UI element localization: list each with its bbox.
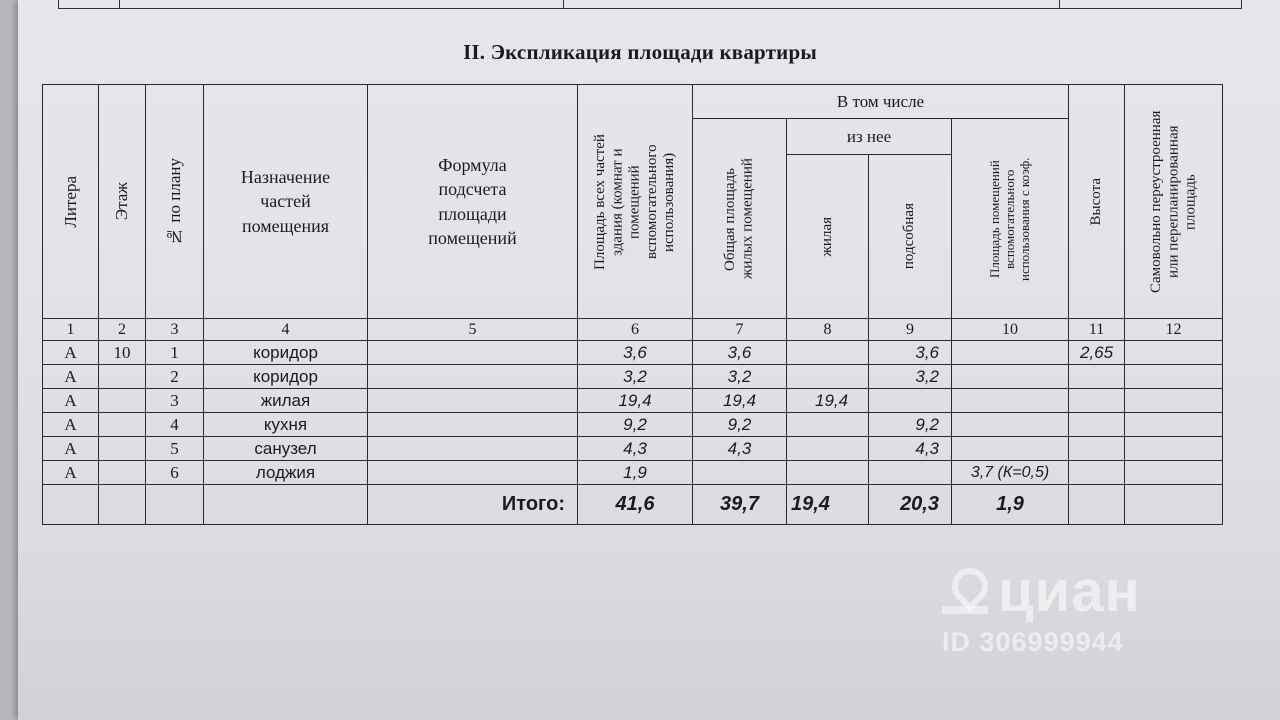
cell-auxiliary: 9,2: [869, 413, 952, 437]
col-number: 1: [43, 319, 99, 341]
cell-plan-number: 3: [146, 389, 204, 413]
cell-formula: [368, 365, 578, 389]
col-number: 7: [693, 319, 787, 341]
cell-living: [787, 365, 869, 389]
cell-living: [787, 413, 869, 437]
header-floor: Этаж: [99, 85, 146, 319]
cell-living: [787, 341, 869, 365]
header-litera: Литера: [43, 85, 99, 319]
watermark-id: ID 306999944: [942, 627, 1124, 657]
cell-height: 2,65: [1069, 341, 1125, 365]
cell-plan-number: 5: [146, 437, 204, 461]
cell-formula: [368, 437, 578, 461]
cell-height: [1069, 437, 1125, 461]
total-living-total: 39,7: [693, 485, 787, 525]
cell-living-total: [693, 461, 787, 485]
cell-empty: [1125, 485, 1223, 525]
cell-empty: [99, 485, 146, 525]
header-living-total: Общая площадь жилых помещений: [693, 119, 787, 319]
total-living: 19,4: [787, 485, 869, 525]
cell-plan-number: 2: [146, 365, 204, 389]
cell-aux-coef: [952, 365, 1069, 389]
cell-floor: [99, 365, 146, 389]
cell-living-total: 3,6: [693, 341, 787, 365]
cell-area: 3,6: [578, 341, 693, 365]
cell-room-name: кухня: [204, 413, 368, 437]
cell-aux-coef: 3,7 (К=0,5): [952, 461, 1069, 485]
total-area: 41,6: [578, 485, 693, 525]
cell-formula: [368, 413, 578, 437]
cell-floor: 10: [99, 341, 146, 365]
col-number: 5: [368, 319, 578, 341]
cell-litera: А: [43, 413, 99, 437]
header-living: жилая: [787, 155, 869, 319]
cell-living: [787, 437, 869, 461]
cell-litera: А: [43, 461, 99, 485]
cell-unauthorized: [1125, 437, 1223, 461]
cell-litera: А: [43, 437, 99, 461]
col-number: 8: [787, 319, 869, 341]
cell-plan-number: 1: [146, 341, 204, 365]
cell-living-total: 3,2: [693, 365, 787, 389]
cell-aux-coef: [952, 413, 1069, 437]
header-auxiliary: подсобная: [869, 155, 952, 319]
cell-height: [1069, 389, 1125, 413]
cell-room-name: коридор: [204, 341, 368, 365]
cell-unauthorized: [1125, 413, 1223, 437]
cell-area: 9,2: [578, 413, 693, 437]
cell-unauthorized: [1125, 341, 1223, 365]
watermark: [940, 558, 1200, 668]
cell-empty: [43, 485, 99, 525]
header-of-it: из нее: [787, 119, 952, 155]
total-aux-coef: 1,9: [952, 485, 1069, 525]
cell-living-total: 4,3: [693, 437, 787, 461]
col-number: 12: [1125, 319, 1223, 341]
table-row: [43, 461, 1223, 485]
header-plan-number: № по плану: [146, 85, 204, 319]
cell-floor: [99, 461, 146, 485]
cell-formula: [368, 341, 578, 365]
cell-room-name: жилая: [204, 389, 368, 413]
cell-auxiliary: [869, 461, 952, 485]
cell-area: 4,3: [578, 437, 693, 461]
location-pin-icon: [940, 566, 992, 618]
header-including: В том числе: [693, 85, 1069, 119]
header-formula: Формула подсчета площади помещений: [368, 85, 578, 319]
header-aux-coef: Площадь помещений вспомогательного использования с коэф.: [952, 119, 1069, 319]
cell-litera: А: [43, 365, 99, 389]
cell-auxiliary: [869, 389, 952, 413]
table-row: [43, 389, 1223, 413]
col-number: 3: [146, 319, 204, 341]
cell-living-total: 19,4: [693, 389, 787, 413]
total-label: Итого:: [368, 485, 578, 525]
cell-plan-number: 6: [146, 461, 204, 485]
cell-room-name: коридор: [204, 365, 368, 389]
header-unauthorized-area: Самовольно переустроенная или перепланированная площадь: [1125, 85, 1223, 319]
section-heading: II. Экспликация площади квартиры: [463, 40, 817, 64]
cell-aux-coef: [952, 437, 1069, 461]
cell-unauthorized: [1125, 389, 1223, 413]
cell-aux-coef: [952, 389, 1069, 413]
cell-height: [1069, 365, 1125, 389]
col-number: 6: [578, 319, 693, 341]
header-total-area: Площадь всех частей здания (комнат и помещений вспомогательного использования): [578, 85, 693, 319]
cell-auxiliary: 3,6: [869, 341, 952, 365]
col-number: 11: [1069, 319, 1125, 341]
watermark-brand: циан: [998, 559, 1141, 624]
cell-height: [1069, 413, 1125, 437]
cell-living-total: 9,2: [693, 413, 787, 437]
table-row: [43, 437, 1223, 461]
cell-aux-coef: [952, 341, 1069, 365]
header-purpose: Назначение частей помещения: [204, 85, 368, 319]
cell-floor: [99, 413, 146, 437]
total-auxiliary: 20,3: [869, 485, 952, 525]
cell-plan-number: 4: [146, 413, 204, 437]
col-number: 2: [99, 319, 146, 341]
cell-floor: [99, 437, 146, 461]
cell-formula: [368, 389, 578, 413]
cell-unauthorized: [1125, 365, 1223, 389]
cell-auxiliary: 4,3: [869, 437, 952, 461]
table-row: [43, 341, 1223, 365]
cell-litera: А: [43, 389, 99, 413]
cell-living: [787, 461, 869, 485]
cell-area: 1,9: [578, 461, 693, 485]
cell-litera: А: [43, 341, 99, 365]
col-number: 10: [952, 319, 1069, 341]
cell-floor: [99, 389, 146, 413]
header-height: Высота: [1069, 85, 1125, 319]
cell-living: 19,4: [787, 389, 869, 413]
cell-empty: [1069, 485, 1125, 525]
cell-room-name: санузел: [204, 437, 368, 461]
column-number-row: [43, 319, 1223, 341]
cell-room-name: лоджия: [204, 461, 368, 485]
cell-empty: [204, 485, 368, 525]
cell-unauthorized: [1125, 461, 1223, 485]
col-number: 9: [869, 319, 952, 341]
explication-table: [42, 84, 1223, 525]
table-row: [43, 413, 1223, 437]
cell-empty: [146, 485, 204, 525]
col-number: 4: [204, 319, 368, 341]
total-row: [43, 485, 1223, 525]
previous-table-edge: [58, 0, 1242, 9]
cell-height: [1069, 461, 1125, 485]
cell-area: 3,2: [578, 365, 693, 389]
cell-auxiliary: 3,2: [869, 365, 952, 389]
table-row: [43, 365, 1223, 389]
cell-formula: [368, 461, 578, 485]
cell-area: 19,4: [578, 389, 693, 413]
